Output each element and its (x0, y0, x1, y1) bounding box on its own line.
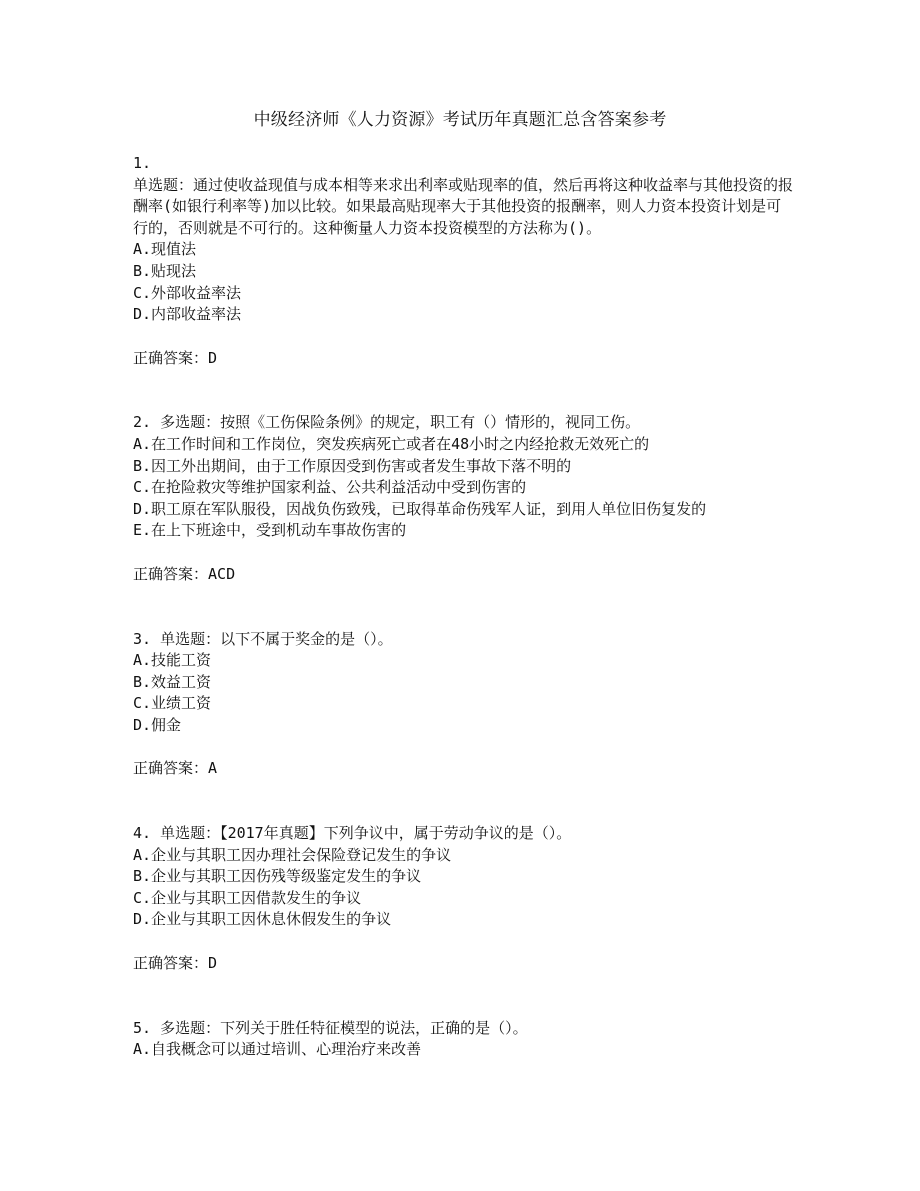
option-list (133, 239, 793, 325)
option-d: D.职工原在军队服役，因战负伤致残，已取得革命伤残军人证，到用人单位旧伤复发的 (133, 499, 707, 518)
option-list (133, 1039, 793, 1061)
question-text: 单选题：以下不属于奖金的是（）。 (160, 629, 393, 648)
answer-value: D (208, 348, 218, 367)
option-b: B.因工外出期间，由于工作原因受到伤害或者发生事故下落不明的 (133, 456, 572, 475)
question-number: 3. (133, 629, 152, 648)
question-text: 单选题：【2017年真题】下列争议中，属于劳动争议的是（）。 (160, 824, 572, 843)
question-1 (133, 153, 793, 369)
question-number: 2. (133, 413, 152, 432)
question-5 (133, 1018, 793, 1061)
spacer (133, 975, 793, 1018)
question-stem (133, 412, 793, 434)
option-a: A.自我概念可以通过培训、心理治疗来改善 (133, 1040, 422, 1059)
option-a: A.现值法 (133, 240, 197, 259)
option-c: C.在抢险救灾等维护国家利益、公共利益活动中受到伤害的 (133, 478, 527, 497)
answer-label: 正确答案： (133, 348, 209, 367)
spacer (133, 369, 793, 412)
option-c: C.外部收益率法 (133, 283, 242, 302)
document-title: 中级经济师《人力资源》考试历年真题汇总含答案参考 (253, 110, 667, 130)
answer-value: A (208, 759, 218, 778)
answer-value: D (208, 954, 218, 973)
option-c: C.业绩工资 (133, 694, 212, 713)
question-number: 1. (133, 154, 152, 172)
answer-value: ACD (208, 564, 236, 583)
question-2 (133, 412, 793, 585)
answer-line (133, 953, 793, 975)
question-stem (133, 629, 793, 651)
option-b: B.效益工资 (133, 672, 212, 691)
answer-line (133, 758, 793, 780)
question-text: 多选题：下列关于胜任特征模型的说法，正确的是（）。 (160, 1018, 528, 1037)
spacer (133, 780, 793, 823)
option-d: D.企业与其职工因休息休假发生的争议 (133, 910, 392, 929)
option-a: A.技能工资 (133, 651, 212, 670)
question-number: 5. (133, 1018, 152, 1037)
question-text: 多选题：按照《工伤保险条例》的规定，职工有（）情形的，视同工伤。 (160, 413, 641, 432)
question-4 (133, 823, 793, 975)
option-list (133, 845, 793, 931)
option-d: D.佣金 (133, 715, 182, 734)
answer-label: 正确答案： (133, 759, 209, 778)
option-a: A.在工作时间和工作岗位，突发疾病死亡或者在48小时之内经抢救无效死亡的 (133, 434, 650, 453)
question-stem (133, 823, 793, 845)
spacer (133, 586, 793, 629)
answer-label: 正确答案： (133, 564, 209, 583)
option-list (133, 650, 793, 736)
question-3 (133, 629, 793, 781)
question-stem (133, 1018, 793, 1040)
question-number: 4. (133, 824, 152, 843)
option-d: D.内部收益率法 (133, 305, 242, 324)
option-list (133, 434, 793, 542)
question-stem: 单选题：通过使收益现值与成本相等来求出利率或贴现率的值，然后再将这种收益率与其他投资的报酬率(如银行利率等)加以比较。如果最高贴现率大于其他投资的报酬率，则人力资本投资计划是可行的，否则就是不可行的。这种衡量人力资本投资模型的方法称为()。 (133, 175, 794, 237)
option-b: B.企业与其职工因伤残等级鉴定发生的争议 (133, 867, 422, 886)
answer-line (133, 348, 793, 370)
answer-label: 正确答案： (133, 954, 209, 973)
answer-line (133, 564, 793, 586)
option-a: A.企业与其职工因办理社会保险登记发生的争议 (133, 845, 452, 864)
option-c: C.企业与其职工因借款发生的争议 (133, 888, 362, 907)
option-b: B.贴现法 (133, 261, 197, 280)
question-list (133, 153, 793, 1061)
option-e: E.在上下班途中，受到机动车事故伤害的 (133, 521, 407, 540)
